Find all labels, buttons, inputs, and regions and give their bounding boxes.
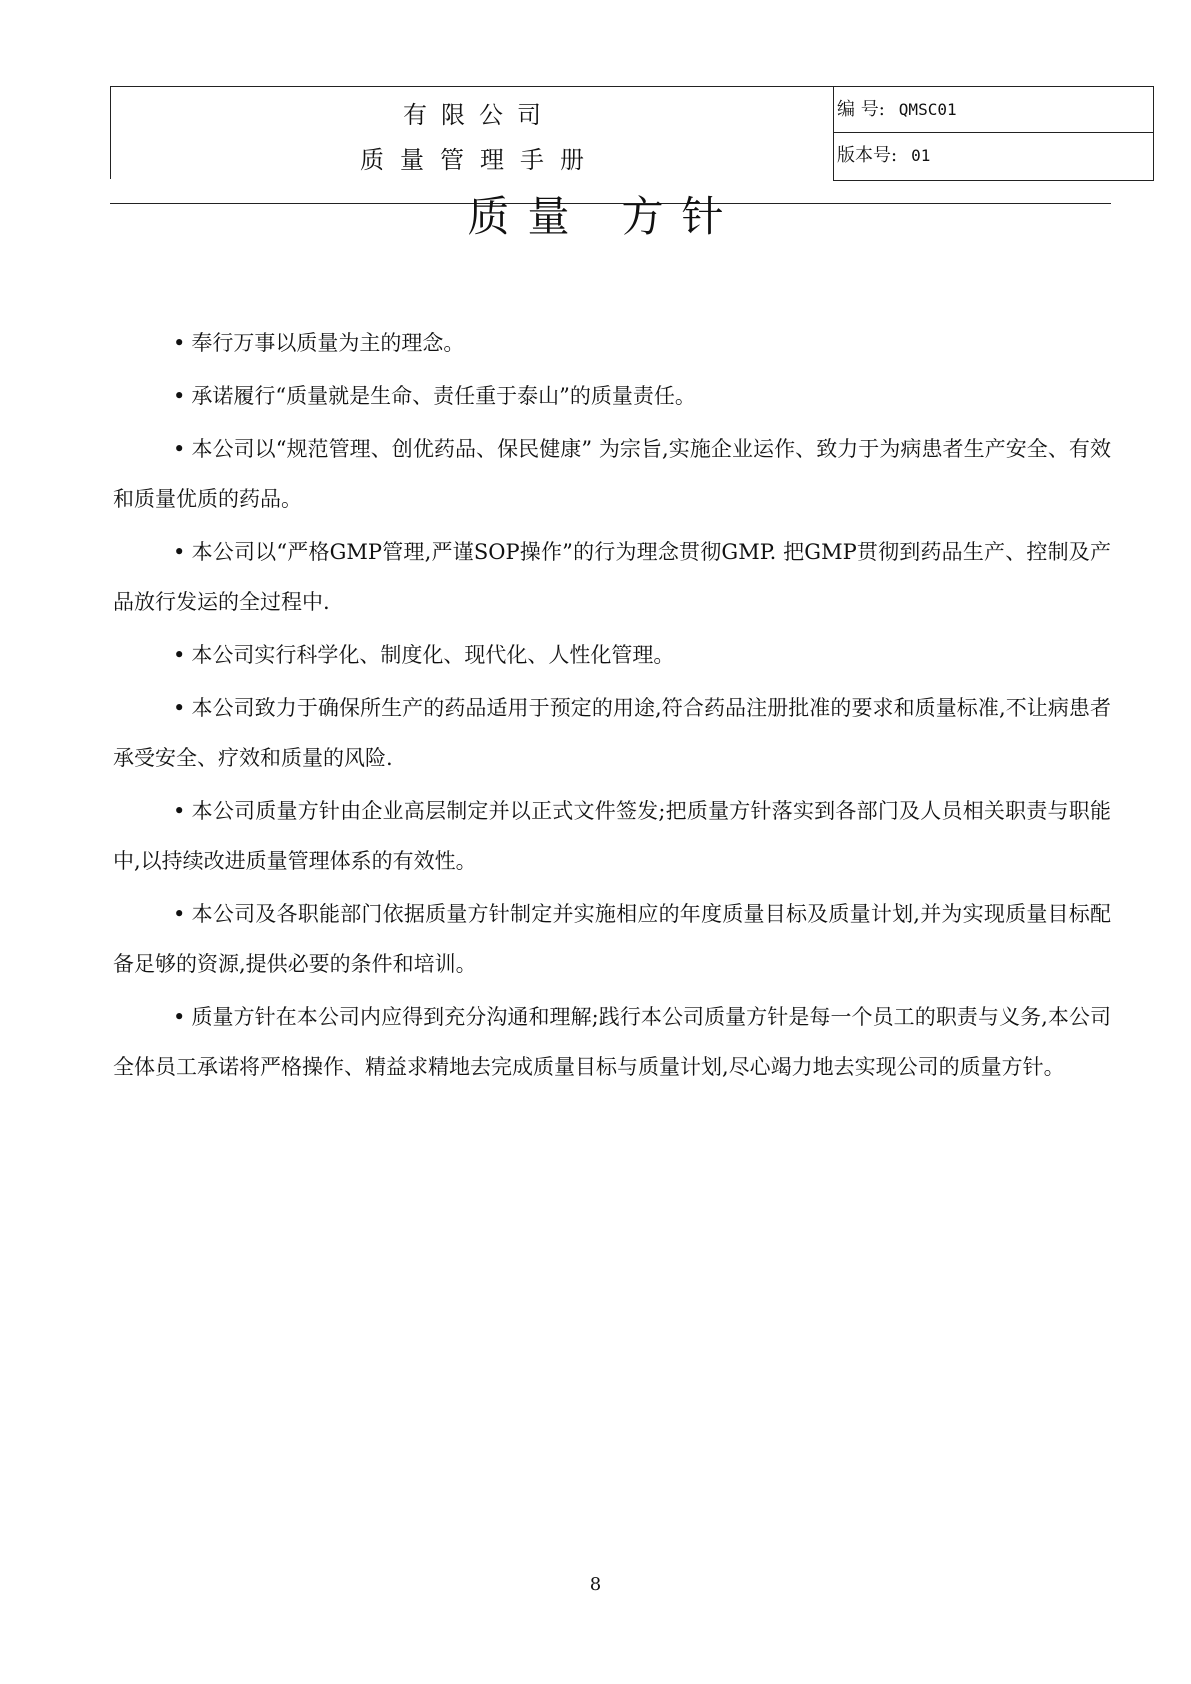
policy-item: [113, 992, 1111, 1092]
document-info-table: [833, 86, 1154, 181]
policy-text: 质量方针在本公司内应得到充分沟通和理解;践行本公司质量方针是每一个员工的职责与义务,本公司全体员工承诺将严格操作、精益求精地去完成质量目标与质量计划,尽心竭力地去实现公司的质量方针。: [113, 1005, 1111, 1079]
bullet-icon: •: [173, 331, 186, 355]
page-title-part2: 方针: [621, 192, 742, 241]
policy-content: [113, 318, 1111, 1095]
policy-text: 承诺履行“质量就是生命、责任重于泰山”的质量责任。: [191, 384, 696, 408]
version-label: 版本号:: [837, 145, 898, 166]
page-number: 8: [589, 1574, 602, 1595]
policy-text: 本公司质量方针由企业高层制定并以正式文件签发;把质量方针落实到各部门及人员相关职责与职能中,以持续改进质量管理体系的有效性。: [113, 799, 1111, 873]
document-header: [110, 86, 833, 179]
version-row: [834, 133, 1153, 180]
doc-number-value: QMSC01: [898, 100, 957, 119]
company-name: 有限公司: [403, 101, 555, 129]
policy-item: [113, 371, 1111, 421]
bullet-icon: •: [173, 902, 186, 926]
bullet-icon: •: [173, 799, 186, 823]
policy-text: 本公司以“严格GMP管理,严谨SOP操作”的行为理念贯彻GMP. 把GMP贯彻到药品生产、控制及产品放行发运的全过程中.: [113, 540, 1111, 614]
policy-item: [113, 424, 1111, 524]
version-value: 01: [911, 146, 931, 165]
policy-item: [113, 630, 1111, 680]
bullet-icon: •: [173, 643, 186, 667]
policy-item: [113, 527, 1111, 627]
policy-text: 本公司及各职能部门依据质量方针制定并实施相应的年度质量目标及质量计划,并为实现质量目标配备足够的资源,提供必要的条件和培训。: [113, 902, 1111, 976]
bullet-icon: •: [173, 1005, 186, 1029]
bullet-icon: •: [173, 437, 186, 461]
bullet-icon: •: [173, 384, 186, 408]
policy-item: [113, 318, 1111, 368]
policy-text: 奉行万事以质量为主的理念。: [191, 331, 465, 355]
policy-text: 本公司以“规范管理、创优药品、保民健康” 为宗旨,实施企业运作、致力于为病患者生产安全、有效和质量优质的药品。: [113, 437, 1111, 511]
doc-number-row: [834, 87, 1153, 133]
policy-item: [113, 786, 1111, 886]
policy-text: 本公司致力于确保所生产的药品适用于预定的用途,符合药品注册批准的要求和质量标准,不让病患者承受安全、疗效和质量的风险.: [113, 696, 1111, 770]
bullet-icon: •: [173, 696, 186, 720]
bullet-icon: •: [173, 540, 186, 564]
manual-title: 质量管理手册: [360, 146, 600, 174]
page-title: [0, 184, 1191, 244]
doc-number-label: 编 号:: [837, 99, 885, 120]
policy-text: 本公司实行科学化、制度化、现代化、人性化管理。: [191, 643, 675, 667]
page-title-part1: 质量: [467, 192, 588, 241]
policy-item: [113, 683, 1111, 783]
policy-item: [113, 889, 1111, 989]
